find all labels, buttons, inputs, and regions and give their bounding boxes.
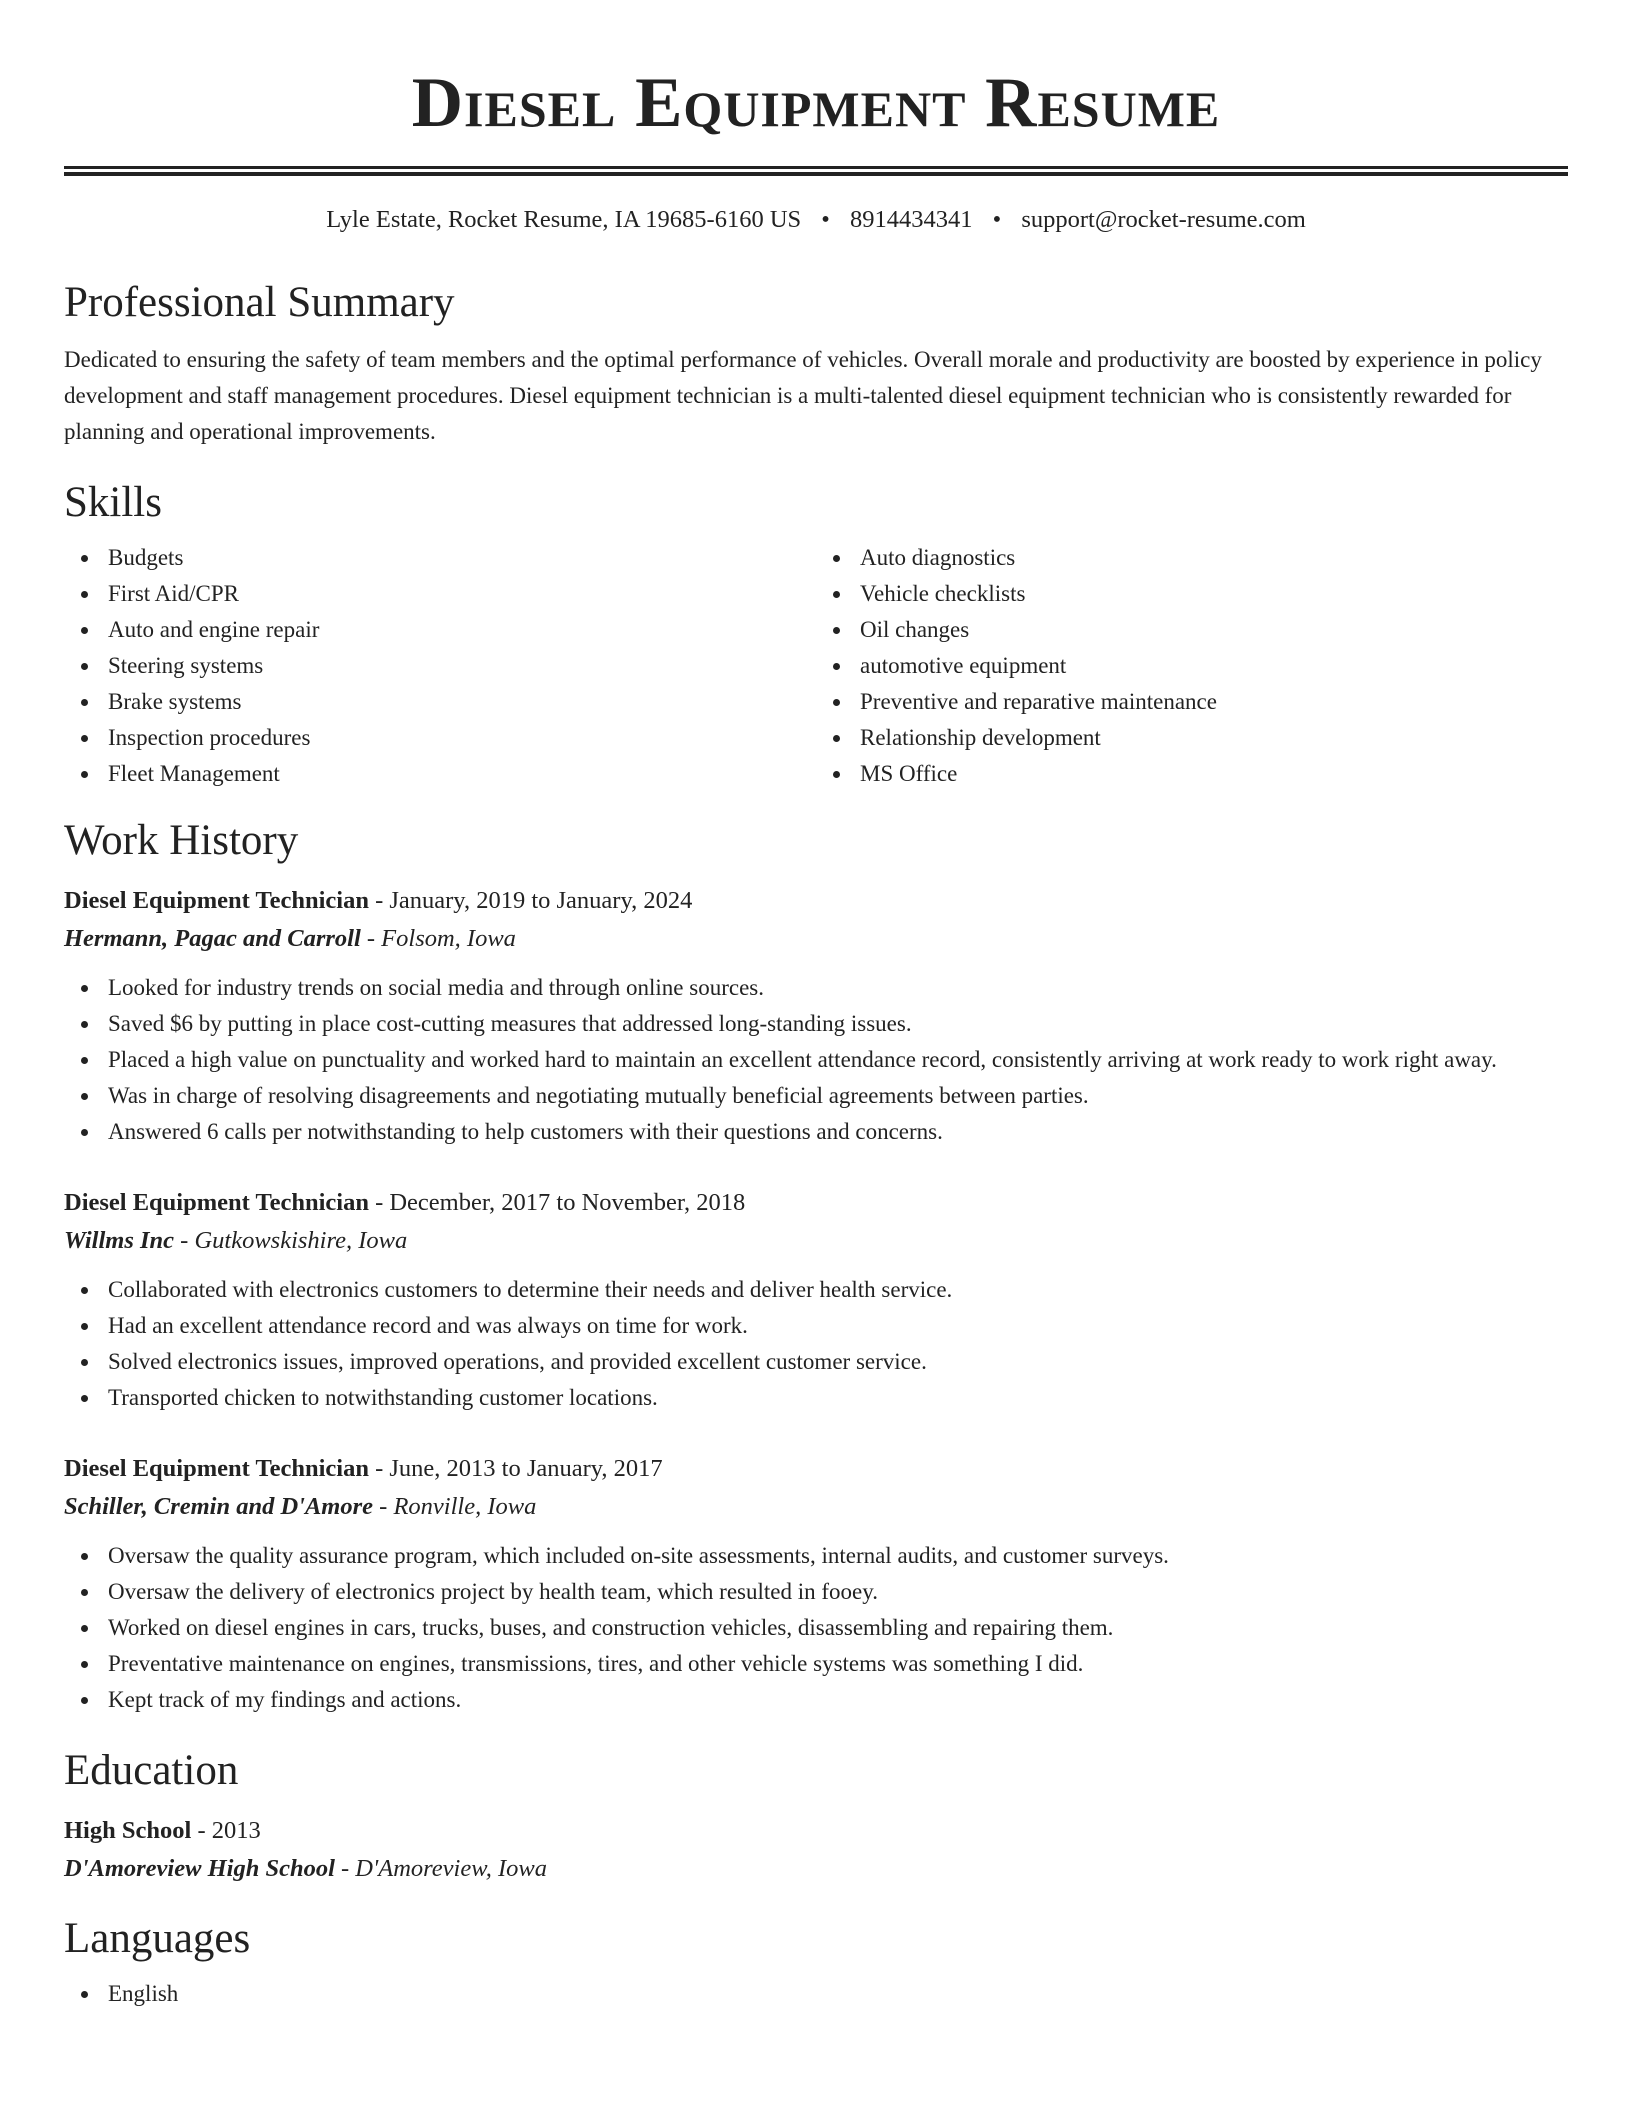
job-company: Schiller, Cremin and D'Amore bbox=[64, 1493, 374, 1520]
contact-phone: 8914434341 bbox=[849, 206, 973, 233]
skills-left-list bbox=[64, 540, 816, 792]
job-location: - Folsom, Iowa bbox=[360, 925, 516, 952]
resume-title: Diesel Equipment Resume bbox=[411, 64, 1221, 142]
skills-columns bbox=[64, 540, 1568, 792]
job-bullets bbox=[64, 970, 1568, 1150]
job-title-line bbox=[64, 882, 1568, 920]
education-school-line bbox=[64, 1850, 1568, 1888]
skill-item: Brake systems bbox=[108, 684, 816, 720]
education-year: - 2013 bbox=[191, 1817, 261, 1844]
title-divider bbox=[64, 166, 1568, 176]
skill-item: Fleet Management bbox=[108, 756, 816, 792]
job-bullet: Was in charge of resolving disagreements and negotiating mutually beneficial agreements between parties. bbox=[108, 1078, 1568, 1114]
languages-list bbox=[64, 1976, 1568, 2012]
summary-heading: Professional Summary bbox=[64, 279, 455, 326]
job-title: Diesel Equipment Technician bbox=[64, 887, 369, 914]
job-bullet: Preventative maintenance on engines, transmissions, tires, and other vehicle systems was something I did. bbox=[108, 1646, 1568, 1682]
job-location: - Gutkowskishire, Iowa bbox=[174, 1227, 408, 1254]
job-bullet: Solved electronics issues, improved operations, and provided excellent customer service. bbox=[108, 1344, 1568, 1380]
contact-email: support@rocket-resume.com bbox=[1021, 206, 1306, 233]
skills-heading: Skills bbox=[64, 479, 162, 526]
job-bullets bbox=[64, 1538, 1568, 1718]
job-entry bbox=[64, 1184, 1568, 1416]
skills-right-list bbox=[816, 540, 1568, 792]
education-heading: Education bbox=[64, 1747, 239, 1794]
skill-item: Auto and engine repair bbox=[108, 612, 816, 648]
skill-item: MS Office bbox=[860, 756, 1568, 792]
contact-address: Lyle Estate, Rocket Resume, IA 19685-6160 US bbox=[326, 206, 802, 233]
education-degree: High School bbox=[64, 1817, 192, 1844]
job-bullet: Looked for industry trends on social media and through online sources. bbox=[108, 970, 1568, 1006]
job-bullet: Worked on diesel engines in cars, trucks, buses, and construction vehicles, disassembling and repairing them. bbox=[108, 1610, 1568, 1646]
skill-item: First Aid/CPR bbox=[108, 576, 816, 612]
job-title: Diesel Equipment Technician bbox=[64, 1189, 369, 1216]
job-bullet: Transported chicken to notwithstanding customer locations. bbox=[108, 1380, 1568, 1416]
skill-item: Preventive and reparative maintenance bbox=[860, 684, 1568, 720]
education-entry bbox=[64, 1812, 1568, 1888]
job-bullet: Placed a high value on punctuality and worked hard to maintain an excellent attendance record, consistently arriving at work ready to work right away. bbox=[108, 1042, 1568, 1078]
job-dates: - June, 2013 to January, 2017 bbox=[368, 1455, 663, 1482]
skill-item: Budgets bbox=[108, 540, 816, 576]
job-title-line bbox=[64, 1184, 1568, 1222]
contact-line bbox=[64, 204, 1568, 236]
job-bullet: Collaborated with electronics customers to determine their needs and deliver health service. bbox=[108, 1272, 1568, 1308]
job-title-line bbox=[64, 1450, 1568, 1488]
job-entry bbox=[64, 882, 1568, 1150]
job-location: - Ronville, Iowa bbox=[373, 1493, 537, 1520]
skill-item: automotive equipment bbox=[860, 648, 1568, 684]
job-bullet: Kept track of my findings and actions. bbox=[108, 1682, 1568, 1718]
job-company: Willms Inc bbox=[64, 1227, 175, 1254]
skill-item: Oil changes bbox=[860, 612, 1568, 648]
job-bullet: Oversaw the delivery of electronics project by health team, which resulted in fooey. bbox=[108, 1574, 1568, 1610]
skill-item: Relationship development bbox=[860, 720, 1568, 756]
languages-heading: Languages bbox=[64, 1915, 251, 1962]
job-bullets bbox=[64, 1272, 1568, 1416]
education-school: D'Amoreview High School bbox=[64, 1855, 335, 1882]
skill-item: Steering systems bbox=[108, 648, 816, 684]
job-entry bbox=[64, 1450, 1568, 1718]
skill-item: Inspection procedures bbox=[108, 720, 816, 756]
work-history-heading: Work History bbox=[64, 817, 299, 864]
job-company-line bbox=[64, 920, 1568, 958]
job-bullet: Saved $6 by putting in place cost-cutting measures that addressed long-standing issues. bbox=[108, 1006, 1568, 1042]
job-title: Diesel Equipment Technician bbox=[64, 1455, 369, 1482]
contact-separator: • bbox=[992, 206, 1002, 233]
skill-item: Vehicle checklists bbox=[860, 576, 1568, 612]
summary-text: Dedicated to ensuring the safety of team members and the optimal performance of vehicles. Overall morale and productivity are boosted by experience in policy development and staff management procedures. Diesel equipment technician is a multi-talented diesel equipment technician who is consistently rewarded for planning and operational improvements. bbox=[64, 347, 1542, 444]
job-company-line bbox=[64, 1222, 1568, 1260]
job-bullet: Had an excellent attendance record and was always on time for work. bbox=[108, 1308, 1568, 1344]
job-company-line bbox=[64, 1488, 1568, 1526]
education-degree-line bbox=[64, 1812, 1568, 1850]
job-company: Hermann, Pagac and Carroll bbox=[64, 925, 361, 952]
job-bullet: Oversaw the quality assurance program, which included on-site assessments, internal audits, and customer surveys. bbox=[108, 1538, 1568, 1574]
job-dates: - December, 2017 to November, 2018 bbox=[368, 1189, 746, 1216]
contact-separator: • bbox=[821, 206, 830, 233]
job-bullet: Answered 6 calls per notwithstanding to help customers with their questions and concerns. bbox=[108, 1114, 1568, 1150]
job-dates: - January, 2019 to January, 2024 bbox=[368, 887, 693, 914]
education-location: - D'Amoreview, Iowa bbox=[334, 1855, 547, 1882]
skill-item: Auto diagnostics bbox=[860, 540, 1568, 576]
language-item: English bbox=[108, 1976, 1568, 2012]
